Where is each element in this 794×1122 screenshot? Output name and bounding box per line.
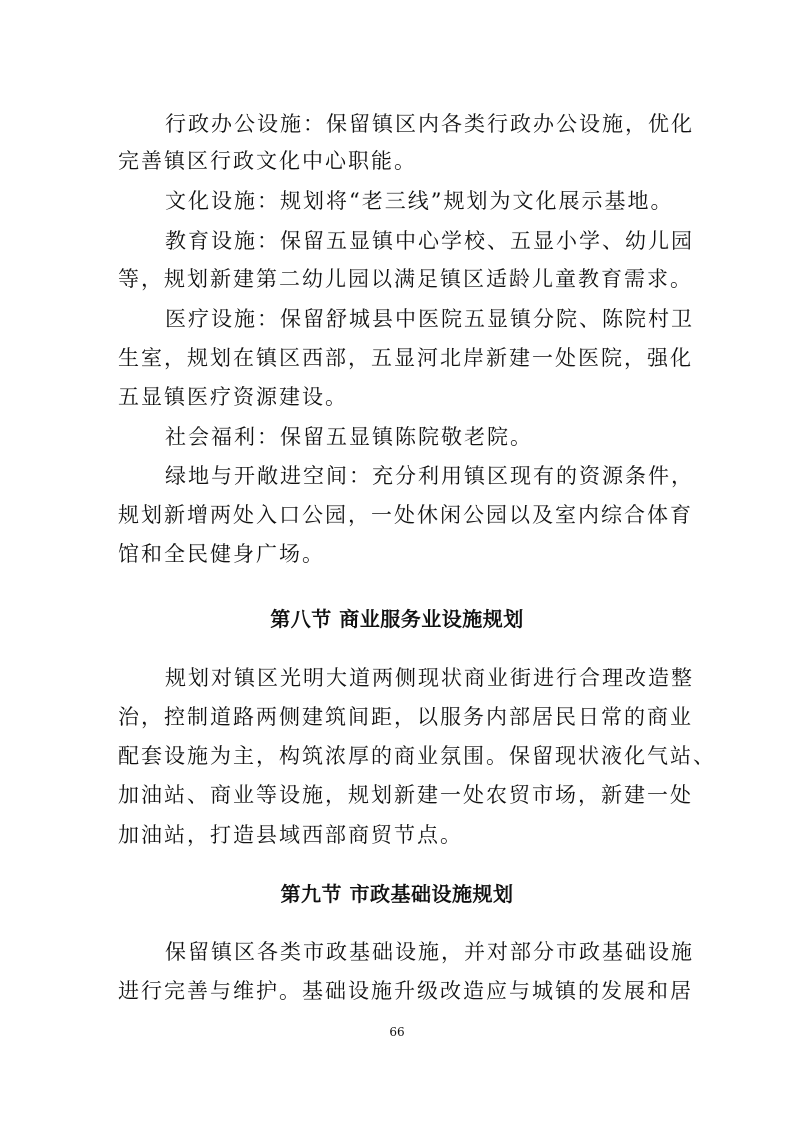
paragraph-line: 进行完善与维护。基础设施升级改造应与城镇的发展和居 xyxy=(118,979,693,1003)
page-number: 66 xyxy=(389,1025,405,1039)
paragraph-line: 馆和全民健身广场。 xyxy=(118,542,325,566)
paragraph-line: 教育设施：保留五显镇中心学校、五显小学、幼儿园 xyxy=(165,229,694,253)
section-heading: 第九节 市政基础设施规划 xyxy=(280,882,514,906)
paragraph-line: 等，规划新建第二幼儿园以满足镇区适龄儿童教育需求。 xyxy=(118,267,693,291)
paragraph-line: 文化设施：规划将“老三线”规划为文化展示基地。 xyxy=(165,189,674,213)
paragraph-line: 治，控制道路两侧建筑间距，以服务内部居民日常的商业 xyxy=(118,705,693,729)
paragraph-line: 社会福利：保留五显镇陈院敬老院。 xyxy=(165,425,533,449)
paragraph-line: 医疗设施：保留舒城县中医院五显镇分院、陈院村卫 xyxy=(165,307,694,331)
paragraph-line: 加油站，打造县域西部商贸节点。 xyxy=(118,823,463,847)
paragraph-line: 加油站、商业等设施，规划新建一处农贸市场，新建一处 xyxy=(118,783,693,807)
paragraph-line: 生室，规划在镇区西部，五显河北岸新建一处医院，强化 xyxy=(118,346,693,370)
paragraph-line: 保留镇区各类市政基础设施，并对部分市政基础设施 xyxy=(165,940,694,964)
paragraph-line: 绿地与开敞进空间：充分利用镇区现有的资源条件， xyxy=(165,464,694,488)
paragraph-line: 规划新增两处入口公园，一处休闲公园以及室内综合体育 xyxy=(118,503,693,527)
paragraph-line: 规划对镇区光明大道两侧现状商业街进行合理改造整 xyxy=(165,666,694,690)
paragraph-line: 五显镇医疗资源建设。 xyxy=(118,385,348,409)
paragraph-line: 配套设施为主，构筑浓厚的商业氛围。保留现状液化气站、 xyxy=(118,744,716,768)
section-heading: 第八节 商业服务业设施规划 xyxy=(270,607,524,631)
paragraph-line: 完善镇区行政文化中心职能。 xyxy=(118,149,417,173)
paragraph-line: 行政办公设施：保留镇区内各类行政办公设施，优化 xyxy=(165,112,694,136)
